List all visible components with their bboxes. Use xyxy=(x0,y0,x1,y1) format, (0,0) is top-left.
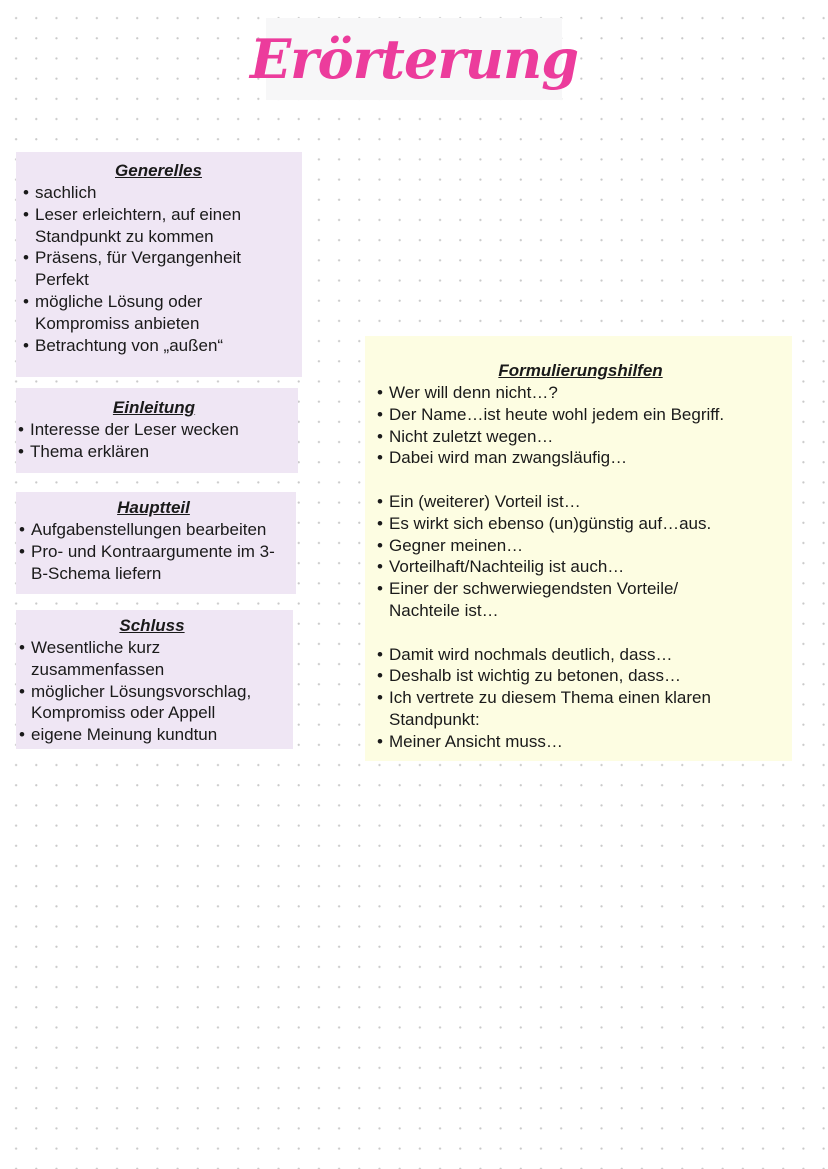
list-item: • Vorteilhaft/Nachteilig ist auch… xyxy=(377,556,784,578)
list-item: • Dabei wird man zwangsläufig… xyxy=(377,447,784,469)
formulierungshilfen-heading: Formulierungshilfen xyxy=(498,361,663,380)
generelles-box xyxy=(16,152,302,377)
list-item: • Ein (weiterer) Vorteil ist… xyxy=(377,491,784,513)
list-item: • Aufgabenstellungen bearbeiten xyxy=(19,519,288,541)
list-item: • Betrachtung von „außen“ xyxy=(23,335,275,357)
schluss-list xyxy=(19,637,285,746)
list-item: • eigene Meinung kundtun xyxy=(19,724,285,746)
list-item: • Einer der schwerwiegendsten Vorteile/ Nachteile ist… xyxy=(377,578,719,622)
schluss-heading: Schluss xyxy=(119,616,185,635)
einleitung-box xyxy=(16,388,298,473)
list-item: • Wer will denn nicht…? xyxy=(377,382,784,404)
generelles-list xyxy=(23,182,294,356)
list-item: • Interesse der Leser wecken xyxy=(18,419,290,441)
list-item: • mögliche Lösung oder Kompromiss anbieten xyxy=(23,291,225,335)
list-item: • Präsens, für Vergangenheit Perfekt xyxy=(23,247,275,291)
list-item: • Gegner meinen… xyxy=(377,535,784,557)
formulierungshilfen-list xyxy=(377,382,784,753)
hauptteil-box xyxy=(16,492,296,594)
list-item: • Es wirkt sich ebenso (un)günstig auf…aus. xyxy=(377,513,784,535)
list-item: • Meiner Ansicht muss… xyxy=(377,731,784,753)
hauptteil-heading: Hauptteil xyxy=(117,498,190,517)
generelles-heading: Generelles xyxy=(115,161,202,180)
schluss-box xyxy=(16,610,293,749)
list-item: • möglicher Lösungsvorschlag, Kompromiss oder Appell xyxy=(19,681,276,725)
hauptteil-list xyxy=(19,519,288,584)
list-item: • Der Name…ist heute wohl jedem ein Begriff. xyxy=(377,404,784,426)
list-item: • Deshalb ist wichtig zu betonen, dass… xyxy=(377,665,784,687)
einleitung-list xyxy=(18,419,290,463)
list-item: • Nicht zuletzt wegen… xyxy=(377,426,784,448)
page-title: Erörterung xyxy=(249,27,579,91)
list-item: • Ich vertrete zu diesem Thema einen klaren Standpunkt: xyxy=(377,687,749,731)
list-item: • sachlich xyxy=(23,182,275,204)
list-item: • Pro- und Kontraargumente im 3-B-Schema liefern xyxy=(19,541,276,585)
formulierungshilfen-box xyxy=(365,336,792,761)
list-item: • Leser erleichtern, auf einen Standpunkt zu kommen xyxy=(23,204,275,248)
title-banner xyxy=(249,18,579,100)
list-item: • Thema erklären xyxy=(18,441,290,463)
list-item: • Wesentliche kurz zusammenfassen xyxy=(19,637,186,681)
einleitung-heading: Einleitung xyxy=(112,398,196,417)
list-item: • Damit wird nochmals deutlich, dass… xyxy=(377,644,784,666)
